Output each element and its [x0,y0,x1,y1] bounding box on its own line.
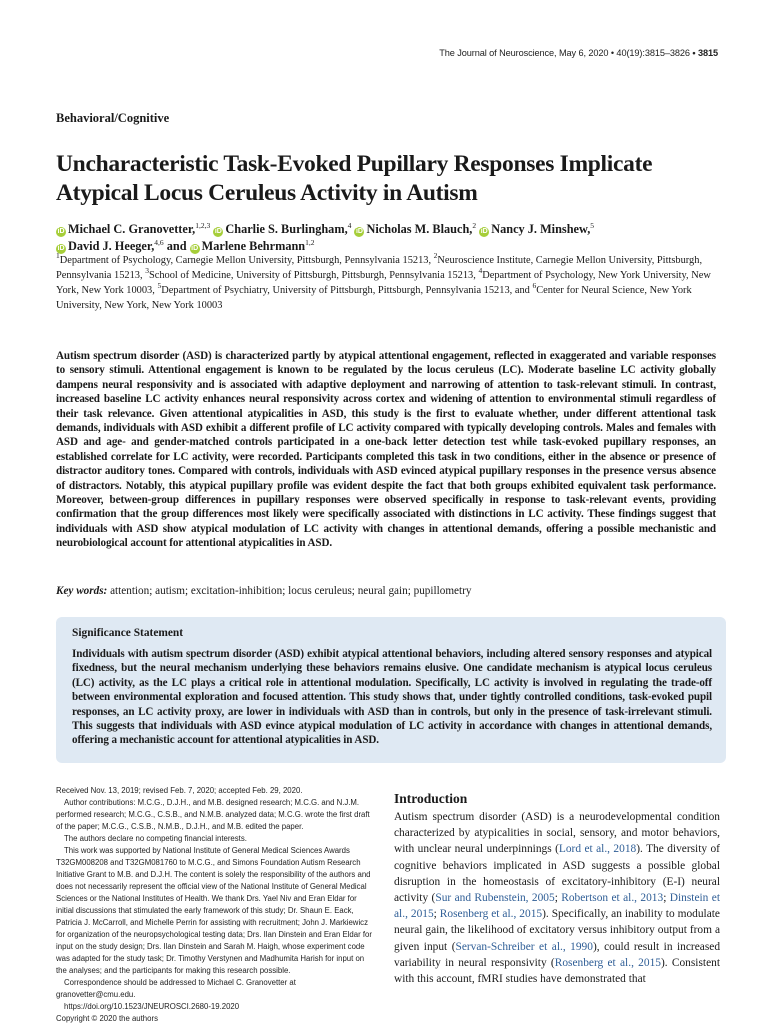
footnote-dates: Received Nov. 13, 2019; revised Feb. 7, 2020; accepted Feb. 29, 2020. [56,786,303,795]
affiliations: $^1$Department of Psychology, Carnegie Mellon University, Pittsburgh, Pennsylvania 15213, $^2$Neuroscience Institute, Carnegie Mellon University, Pittsburgh, Pennsylvania 15213, $^3$School of Medicine, University of Pittsburgh, Pittsburgh, Pennsylvania 15213, $^4$Department of Psychology, New York University, New York, New York 10003, $^5$Department of Psychiatry, University of Pittsburgh, Pittsburgh, Pennsylvania 15213, and $^6$Center for Neural Science, New York University, New York, New York 10003 [56,251,711,311]
author-conjunction: and [166,238,187,253]
abstract: Autism spectrum disorder (ASD) is characterized partly by atypical attentional engagement, reflected in exaggerated and variable responses to sensory stimuli. Attentional engagement is known to be regulated by the locus ceruleus (LC). Moderate baseline LC activity globally dampens neural responsivity and is associated with adaptive deployment and narrowing of attention to task-relevant stimuli. In contrast, increased baseline LC activity enhances neural responsivity across cortex and widening of attention to environmental stimuli regardless of their task relevance. Given attentional atypicalities in ASD, this study is the first to evaluate whether, under different attentional task demands, individuals with ASD exhibit a different profile of LC activity compared with typically developing controls. Males and females with ASD and age- and gender-matched controls participated in a one-back letter detection test while task-evoked pupillary responses, an established correlate for LC activity, were recorded. Participants completed this task in two conditions, either in the absence or presence of distractor auditory tones. Compared with controls, individuals with ASD evinced atypical pupillary responses in the presence versus absence of distractors. Notably, this atypical pupillary profile was evident despite the fact that both groups exhibited equivalent task performance. Moreover, between-group differences in pupillary responses were observed specifically in response to task-relevant events, providing confirmation that the group differences most likely were specifically associated with distinctions in LC activity. These findings suggest that individuals with ASD show atypical modulation of LC activity with changes in attentional demands, offering a possible mechanistic and neurobiological account for attentional atypicalities in ASD. [56,350,716,550]
footnote-contributions: Author contributions: M.C.G., D.J.H., and M.B. designed research; M.C.G. and N.J.M. performed research; M.C.G., C.S.B., and N.M.B. analyzed data; M.C.G. wrote the first draft of the paper; M.C.G., C.S.B., N.M.B., D.J.H., and M.B. edited the paper. [56,798,370,831]
keywords [56,585,716,597]
citation-link[interactable]: Lord et al., 2018 [558,843,637,856]
author-granovetter[interactable]: iD Michael C. Granovetter,$^{1,2,3}$ [57,221,211,236]
citation-link[interactable]: Dinstein et al., 2015 [394,892,720,921]
author-heeger[interactable]: iD David J. Heeger,$^{4,6}$ [57,237,164,253]
keywords-label: Key words: [56,585,108,597]
footnote-doi[interactable]: https://doi.org/10.1523/JNEUROSCI.2680-19.2020 [64,1002,240,1011]
author-list [56,221,736,254]
significance-statement-box [56,617,726,763]
orcid-icon[interactable]: iD [191,244,199,252]
orcid-icon[interactable]: iD [57,244,65,252]
running-header [439,48,718,58]
significance-title: Significance Statement [72,627,184,639]
citation-link[interactable]: Robertson et al., 2013 [561,892,664,905]
author-burlingham[interactable]: iD Charlie S. Burlingham,$^4$ [214,221,352,236]
keywords-list: attention; autism; excitation-inhibition; locus ceruleus; neural gain; pupillometry [107,585,472,597]
significance-text: Individuals with autism spectrum disorder (ASD) exhibit atypical attentional behaviors, including altered sensory responses and atypical fixedness, but the neural mechanism underlying these behaviors remains elusive. One candidate mechanism is atypical locus ceruleus (LC) activity, as the LC plays a critical role in attentional modulation. Specifically, LC activity is involved in regulating the trade-off between environmental exploration and focused attention. This study shows that, under tightly controlled conditions, task-evoked pupil responses, an LC activity proxy, are lower in individuals with ASD than in controls, but only in the presence of task-irrelevant stimuli. This suggests that individuals with ASD evince atypical modulation of LC activity in accordance with changes in attentional demands, offering a mechanistic account for attentional atypicalities in ASD. [72,648,712,747]
article-title: Uncharacteristic Task-Evoked Pupillary Responses Implicate Atypical Locus Ceruleus Activity in Autism [56,151,653,206]
footnote-funding: This work was supported by National Institute of General Medical Sciences Awards T32GM008208 and T32GM081760 to M.C.G., and Simons Foundation Autism Research Initiative Grant to M.B. and D.J.H. The content is solely the responsibility of the authors and does not necessarily represent the official view of the National Institute of General Medical Sciences or the National Institutes of Health. We thank Drs. Yael Niv and Eran Eldar for initial discussions that stimulated the early framework of this study; Dr. Shaun E. Eack, Patricia J. McCarroll, and Michelle Perrin for assisting with recruitment; John J. Markiewicz for organization of the neuropsychological testing data; Drs. Ilan Dinstein and Eran Eldar for input on the study design; Drs. Ilan Dinstein and Sarah M. Haigh, whose experiment code was adapted for the study task; Dr. Timothy Verstynen and Madhumita Harish for input on the analyses; and the participants for making this research possible. [56,846,372,975]
introduction-text: Autism spectrum disorder (ASD) is a neurodevelopmental condition characterized by atypicalities in social, sensory, and motor behaviors, with unclear neural underpinnings (Lord et al., 2018). The diversity of cognitive behaviors implicated in ASD suggests a possible global disruption in the homeostasis of excitatory-inhibitory (E-I) neural activity (Sur and Rubenstein, 2005; Robertson et al., 2013; Dinstein et al., 2015; Rosenberg et al., 2015). Specifically, an inability to modulate neural gain, the likelihood of excitatory versus inhibitory output from a given input (Servan-Schreiber et al., 1990), could result in increased variability in neural responsivity (Rosenberg et al., 2015). Consistent with this account, fMRI studies have demonstrated that [394,811,721,986]
footnote-conflicts: The authors declare no competing financial interests. [64,834,247,843]
author-minshew[interactable]: iD Nancy J. Minshew,$^5$ [480,221,595,236]
citation-link[interactable]: Sur and Rubenstein, 2005 [435,892,555,905]
footnote-copyright: Copyright © 2020 the authors [56,1014,158,1023]
section-label: Behavioral/Cognitive [56,111,170,125]
introduction-heading: Introduction [394,791,468,806]
orcid-icon[interactable]: iD [480,228,488,235]
citation-link[interactable]: Rosenberg et al., 2015 [554,956,661,969]
footnotes [56,785,376,1025]
orcid-icon[interactable]: iD [355,228,363,235]
author-blauch[interactable]: iD Nicholas M. Blauch,$^2$ [355,221,477,236]
citation-link[interactable]: Servan-Schreiber et al., 1990 [455,940,593,953]
citation-link[interactable]: Rosenberg et al., 2015 [439,908,543,921]
orcid-icon[interactable]: iD [57,228,65,235]
page-number: • 3815 [692,48,718,58]
author-behrmann[interactable]: iD Marlene Behrmann$^{1,2}$ [191,237,315,253]
journal-citation: The Journal of Neuroscience, May 6, 2020 • 40(19):3815–3826 [439,48,690,58]
footnote-correspondence: Correspondence should be addressed to Michael C. Granovetter at granovetter@cmu.edu. [56,978,296,999]
orcid-icon[interactable]: iD [214,228,222,235]
